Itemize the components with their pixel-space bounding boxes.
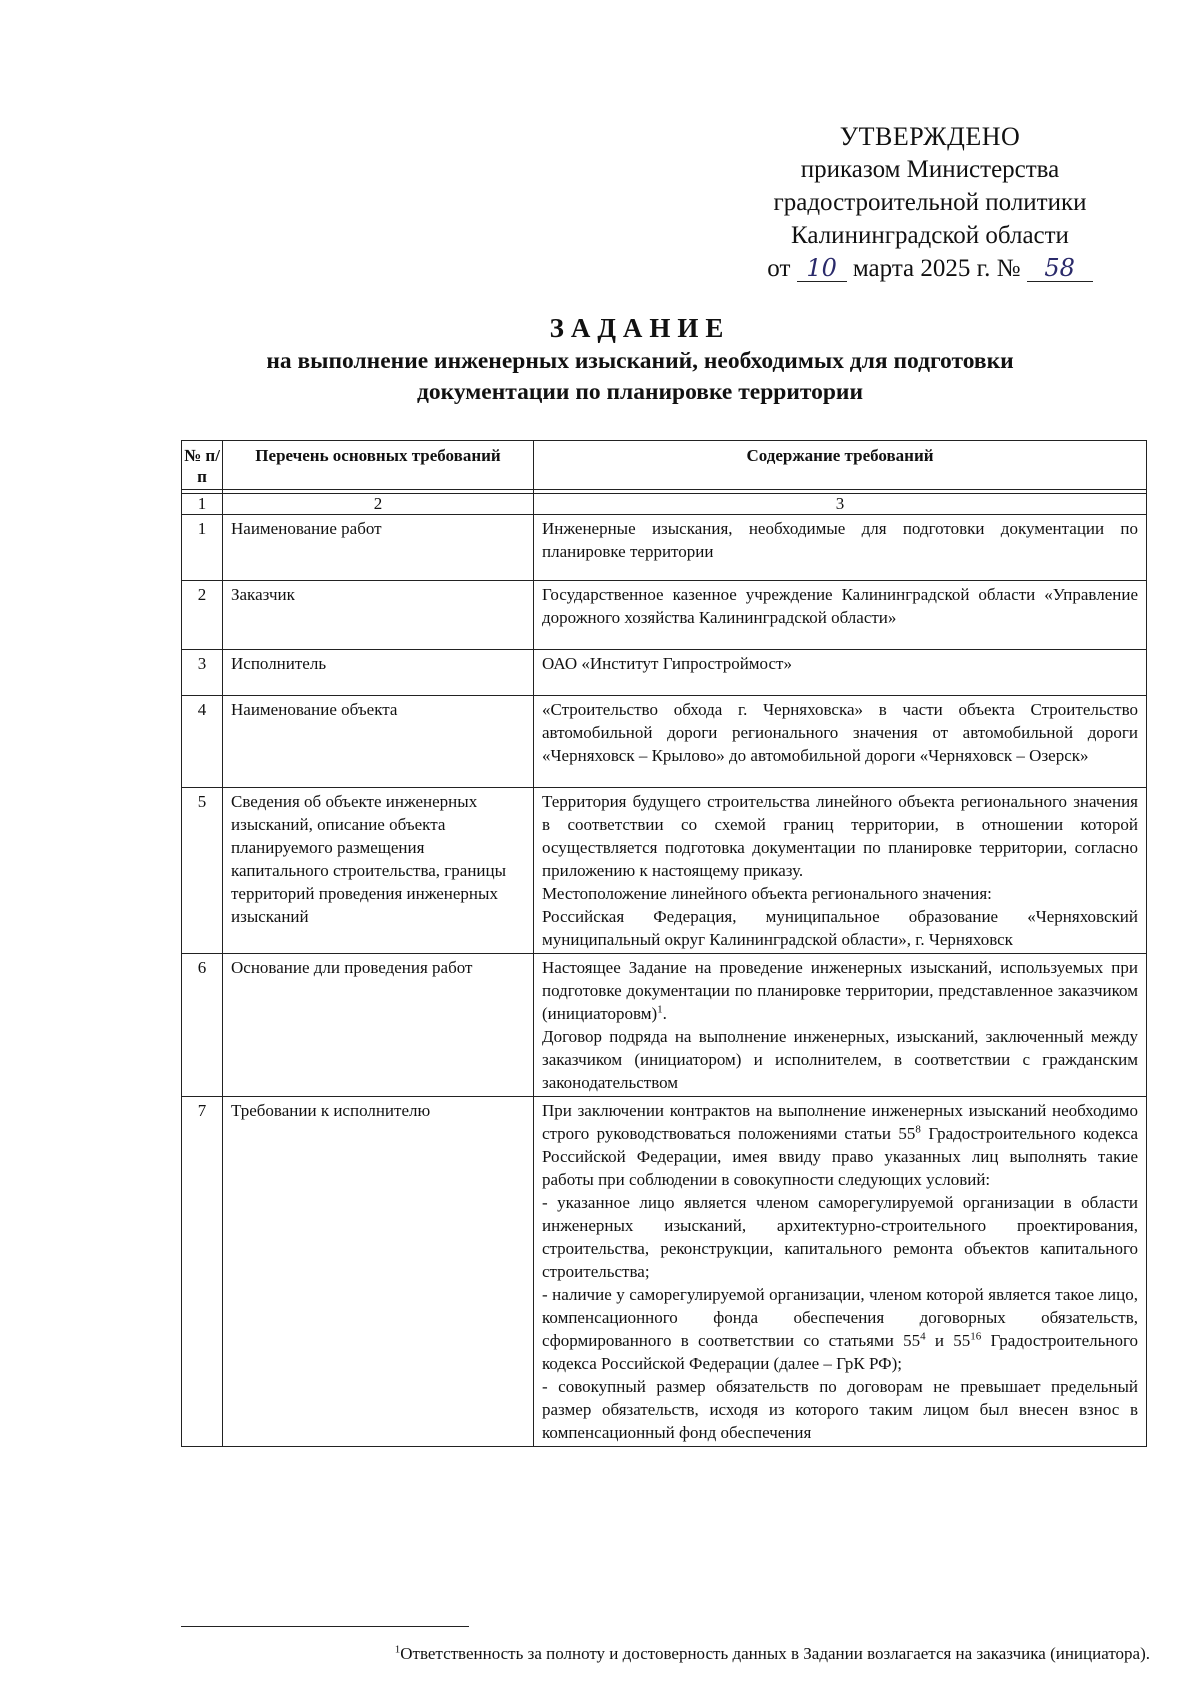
row-content-paragraph: - совокупный размер обязательств по договорам не превышает предельный размер обязательств, исходя из которого таким лицом был внесен взнос в компенсационный фонд обеспечения [542, 1377, 1138, 1442]
row-requirement: Заказчик [223, 581, 534, 650]
row-requirement: Наименование работ [223, 515, 534, 581]
approval-block [720, 120, 1140, 285]
footnote [200, 1644, 1150, 1664]
row-content: «Строительство обхода г. Черняховска» в части объекта Строительство автомобильной дороги регионального значения от автомобильной дороги «Черняховск – Крылово» до автомобильной дороги «Черняховск – Озерск» [534, 696, 1147, 788]
row-num: 1 [182, 515, 223, 581]
title-main: ЗАДАНИЕ [549, 313, 731, 343]
content-text: . [662, 1004, 667, 1023]
table-row [182, 954, 1147, 1097]
table-row [182, 650, 1147, 696]
table-row [182, 788, 1147, 954]
row-content: Государственное казенное учреждение Калининградской области «Управление дорожного хозяйства Калининградской области» [534, 581, 1147, 650]
row-content [534, 954, 1147, 1097]
column-number: 2 [223, 494, 534, 515]
content-text: Градостроительного кодекса Российской Федерации (далее – ГрК РФ); [542, 1331, 1138, 1373]
row-requirement: Исполнитель [223, 650, 534, 696]
column-number: 1 [182, 494, 223, 515]
row-num: 6 [182, 954, 223, 1097]
column-number-row [182, 494, 1147, 515]
date-prefix: от [767, 255, 791, 282]
content-text: Настоящее Задание на проведение инженерных изысканий, используемых при подготовке документации по планировке территории, представленное заказчиком (инициаторовм) [542, 958, 1138, 1023]
row-requirement: Наименование объекта [223, 696, 534, 788]
row-content [534, 1097, 1147, 1447]
row-requirement: Сведения об объекте инженерных изысканий, описание объекта планируемого размещения капитального строительства, границы территорий проведения инженерных изысканий [223, 788, 534, 954]
title-sub-2: документации по планировке территории [416, 379, 864, 405]
header-num: № п/п [182, 441, 223, 490]
date-month-year: марта 2025 г. № [852, 255, 1021, 282]
footnote-text: Ответственность за полноту и достоверность данных в Задании возлагается на заказчика (инициатора). [400, 1644, 1150, 1663]
content-text: Градостроительного кодекса Российской Федерации, имея ввиду право указанных лиц выполнять такие работы при соблюдении в совокупности следующих условий: [542, 1124, 1138, 1189]
document-title [170, 310, 1110, 408]
column-number: 3 [534, 494, 1147, 515]
row-content-paragraph [542, 1099, 1138, 1191]
content-text: и 55 [925, 1331, 971, 1350]
approval-date-line [720, 252, 1140, 285]
row-content-paragraph: Территория будущего строительства линейного объекта регионального значения в соответствии со схемой границ территории, в отношении которой осуществляется подготовка документации по планировке территории, согласно приложению к настоящему приказу. [542, 792, 1138, 880]
row-requirement: Основание дли проведения работ [223, 954, 534, 1097]
row-num: 5 [182, 788, 223, 954]
row-content: ОАО «Институт Гипростроймост» [534, 650, 1147, 696]
row-content [534, 788, 1147, 954]
row-content-paragraph [542, 956, 1138, 1025]
footnote-divider [181, 1626, 469, 1627]
handwritten-order-number: 58 [1027, 255, 1093, 282]
row-requirement: Требовании к исполнителю [223, 1097, 534, 1447]
table-header-row [182, 441, 1147, 490]
footnote-ref: 1 [657, 1003, 663, 1016]
handwritten-day: 10 [797, 255, 847, 282]
header-content: Содержание требований [534, 441, 1147, 490]
approval-line-order: приказом Министерства [800, 156, 1060, 183]
table-row [182, 581, 1147, 650]
row-content-paragraph: - указанное лицо является членом саморегулируемой организации в области инженерных изысканий, архитектурно-строительного проектирования, строительства, реконструкции, капитального ремонта объектов капитального строительства; [542, 1193, 1138, 1281]
row-content-paragraph: Местоположение линейного объекта регионального значения: [542, 884, 992, 903]
row-content-paragraph: Российская Федерация, муниципальное образование «Черняховский муниципальный округ Калининградской области», г. Черняховск [542, 907, 1138, 949]
title-sub-1: на выполнение инженерных изысканий, необходимых для подготовки [266, 348, 1014, 374]
footnote-marker: 1 [394, 1643, 401, 1656]
article-sup: 8 [915, 1123, 921, 1136]
row-num: 7 [182, 1097, 223, 1447]
content-text: - наличие у саморегулируемой организации, членом которой является такое лицо, компенсационного фонда обеспечения договорных обязательств, сформированного в соответствии со статьями 55 [542, 1285, 1138, 1350]
row-num: 3 [182, 650, 223, 696]
approval-line-ministry: градостроительной политики [773, 189, 1087, 216]
header-requirement: Перечень основных требований [223, 441, 534, 490]
article-sup: 4 [920, 1330, 926, 1343]
table-row [182, 1097, 1147, 1447]
approval-heading: УТВЕРЖДЕНО [839, 122, 1021, 151]
table-row [182, 515, 1147, 581]
content-text: При заключении контрактов на выполнение инженерных изысканий необходимо строго руководствоваться положениями статьи 55 [542, 1101, 1138, 1143]
table-row [182, 696, 1147, 788]
row-content-paragraph: Договор подряда на выполнение инженерных, изысканий, заключенный между заказчиком (инициатором) и исполнителем, в соответствии с гражданским законодательством [542, 1027, 1138, 1092]
row-content-paragraph [542, 1283, 1138, 1375]
requirements-table [181, 440, 1147, 1447]
row-num: 2 [182, 581, 223, 650]
row-num: 4 [182, 696, 223, 788]
article-sup: 16 [970, 1330, 982, 1343]
approval-line-region: Калининградской области [791, 222, 1069, 249]
row-content: Инженерные изыскания, необходимые для подготовки документации по планировке территории [534, 515, 1147, 581]
